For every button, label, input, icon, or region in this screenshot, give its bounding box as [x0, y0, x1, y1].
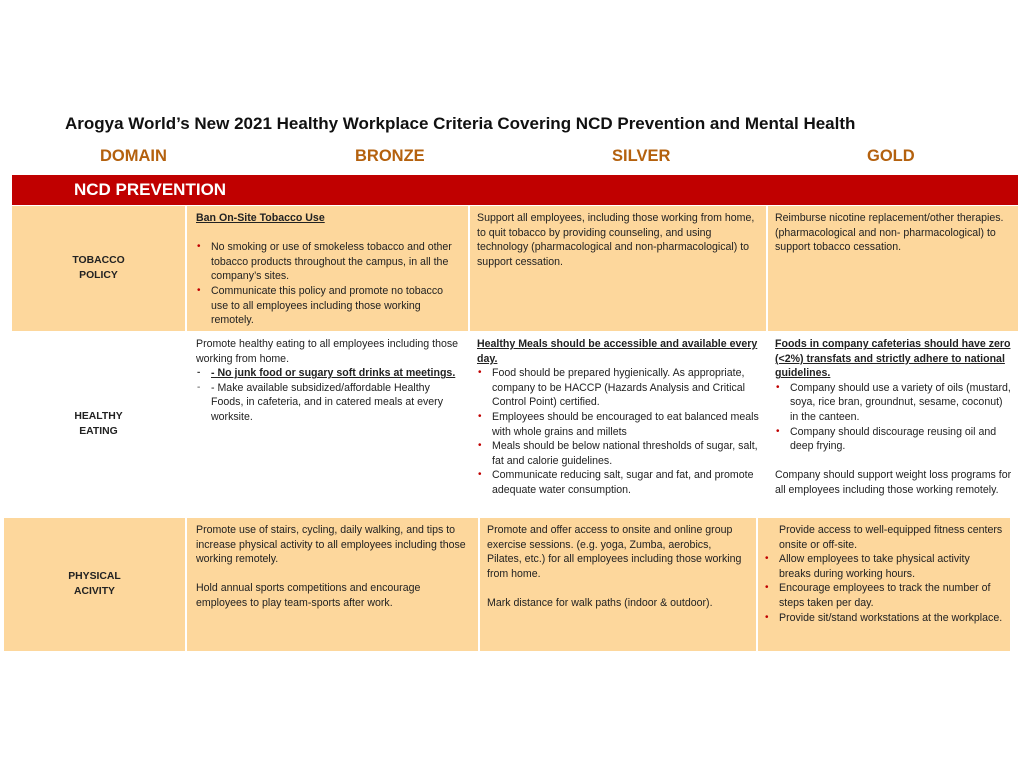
- list-item: • Company should discourage reusing oil and deep frying.: [775, 425, 1012, 454]
- domain-label-line: EATING: [79, 425, 118, 437]
- cell-text: Promote use of stairs, cycling, daily walking, and tips to increase physical activity to all employees including those working remotely.: [196, 524, 466, 566]
- cell-text: Company should support weight loss programs for all employees including those working remotely.: [775, 469, 1012, 496]
- silver-cell-eating: [470, 333, 766, 516]
- list-item: • Food should be prepared hygienically. As appropriate, company to be HACCP (Hazards Analysis and Critical Control Point) certified.: [477, 366, 760, 410]
- list-item: • No smoking or use of smokeless tobacco and other tobacco products throughout the campus, in all the company’s sites.: [196, 240, 460, 284]
- cell-text: Reimburse nicotine replacement/other therapies.: [775, 212, 1004, 224]
- domain-cell-tobacco: [12, 206, 185, 331]
- list-item: • Communicate this policy and promote no tobacco use to all employees including those working remotely.: [196, 284, 460, 328]
- bronze-cell-activity: [187, 518, 478, 651]
- list-item: • Encourage employees to track the number of steps taken per day.: [764, 581, 1004, 610]
- list-item: - - No junk food or sugary soft drinks at meetings.: [196, 366, 460, 381]
- bronze-cell-eating: [187, 333, 468, 516]
- cell-text: Hold annual sports competitions and encourage employees to play team-sports after work.: [196, 582, 421, 609]
- cell-text: Mark distance for walk paths (indoor & outdoor).: [487, 596, 713, 609]
- domain-cell-eating: [12, 333, 185, 516]
- gold-cell-activity: [758, 518, 1010, 651]
- cell-text: Promote healthy eating to all employees including those working from home.: [196, 338, 459, 365]
- list-item: • Company should use a variety of oils (mustard, soya, rice bran, groundnut, sesame, coconut) in the canteen.: [775, 381, 1012, 425]
- column-header-domain: DOMAIN: [100, 147, 167, 165]
- domain-label-line: TOBACCO: [72, 254, 125, 266]
- list-item: • Meals should be below national thresholds of sugar, salt, fat and calorie guidelines.: [477, 439, 760, 468]
- list-item: • Communicate reducing salt, sugar and fat, and promote adequate water consumption.: [477, 468, 760, 497]
- cell-text: Support all employees, including those working from home, to quit tobacco by providing counseling, and using technology (pharmacological and non-pharmacological) to support cessation.: [477, 212, 755, 268]
- silver-cell-tobacco: [470, 206, 766, 331]
- page-title: Arogya World’s New 2021 Healthy Workplace Criteria Covering NCD Prevention and Mental Health: [65, 114, 856, 133]
- list-item: • Allow employees to take physical activity breaks during working hours.: [764, 552, 1004, 581]
- domain-label-line: PHYSICAL: [68, 570, 121, 582]
- domain-label-line: HEALTHY: [74, 410, 123, 422]
- domain-label-line: ACIVITY: [73, 585, 115, 597]
- section-banner: [12, 175, 1018, 205]
- column-header-silver: SILVER: [612, 147, 671, 165]
- cell-text: (pharmacological and non- pharmacological) to support tobacco cessation.: [775, 226, 996, 254]
- cell-text: Provide access to well-equipped fitness centers onsite or off-site.: [779, 524, 1003, 551]
- silver-cell-activity: [480, 518, 756, 651]
- list-item: - - Make available subsidized/affordable Healthy Foods, in cafeteria, and in catered meals at every worksite.: [196, 381, 460, 425]
- column-header-gold: GOLD: [867, 147, 915, 165]
- list-item: • Provide sit/stand workstations at the workplace.: [764, 611, 1004, 626]
- bronze-cell-tobacco: [187, 206, 468, 331]
- domain-label-line: POLICY: [79, 269, 118, 281]
- domain-cell-activity: [4, 518, 185, 651]
- column-header-bronze: BRONZE: [355, 147, 425, 165]
- gold-cell-tobacco: [768, 206, 1018, 331]
- cell-heading: Foods in company cafeterias should have zero (<2%) transfats and strictly adhere to national guidelines.: [775, 338, 1011, 380]
- list-item: • Employees should be encouraged to eat balanced meals with whole grains and millets: [477, 410, 760, 439]
- cell-text: Promote and offer access to onsite and online group exercise sessions. (e.g. yoga, Zumba, aerobics, Pilates, etc.) for all employees including those working from home.: [487, 524, 742, 580]
- cell-heading: Healthy Meals should be accessible and available every day.: [477, 338, 758, 365]
- section-banner-label: NCD PREVENTION: [74, 180, 227, 199]
- gold-cell-eating: [768, 333, 1018, 516]
- cell-heading: Ban On-Site Tobacco Use: [196, 212, 325, 224]
